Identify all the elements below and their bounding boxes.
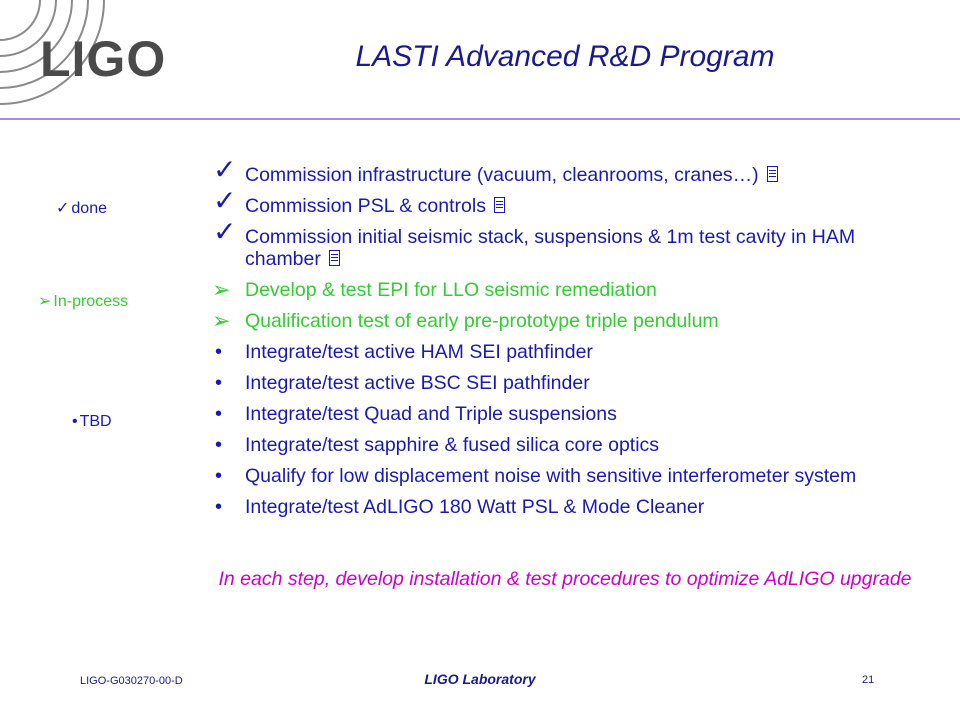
page-number: 21 (862, 674, 875, 686)
ligo-logo: LIGO (40, 31, 167, 87)
checkmark-icon: ✓ (213, 154, 237, 185)
legend-done (56, 198, 107, 218)
list-item (205, 434, 905, 456)
list-item (205, 310, 905, 332)
bullet-icon: • (215, 372, 223, 394)
item-text: Qualify for low displacement noise with sensitive interferometer system (245, 465, 857, 487)
document-id: LIGO-G030270-00-D (80, 675, 183, 687)
item-text: Commission PSL & controls (245, 195, 486, 217)
item-text: Commission infrastructure (vacuum, cleanrooms, cranes…) (245, 164, 759, 186)
item-text: Commission initial seismic stack, suspensions & 1m test cavity in HAM chamber (245, 226, 856, 270)
item-text: Integrate/test active BSC SEI pathfinder (245, 372, 590, 394)
legend-done-label: done (71, 200, 107, 217)
arrow-bullet-icon: ➢ (38, 293, 52, 310)
legend-tbd-label: TBD (79, 413, 112, 430)
bullet-icon: • (72, 413, 78, 430)
list-item (205, 341, 905, 363)
header-divider (0, 118, 960, 120)
item-text: Integrate/test active HAM SEI pathfinder (245, 341, 593, 363)
list-item (205, 465, 905, 487)
task-list (205, 154, 905, 527)
box-glyph-icon (329, 250, 340, 266)
box-glyph-icon (767, 166, 778, 182)
bullet-icon: • (215, 434, 223, 456)
list-item (205, 372, 905, 394)
legend-in-process (38, 291, 128, 311)
bullet-icon: • (215, 403, 223, 425)
arrow-bullet-icon: ➢ (212, 308, 231, 333)
item-text: Integrate/test sapphire & fused silica core optics (245, 434, 660, 456)
bullet-icon: • (215, 465, 223, 487)
footer-lab-name: LIGO Laboratory (424, 671, 536, 687)
legend-in-process-label: In-process (53, 293, 129, 310)
list-item (205, 279, 905, 301)
slide-title: LASTI Advanced R&D Program (355, 40, 775, 73)
checkmark-icon: ✓ (56, 200, 70, 217)
list-item (205, 496, 905, 518)
box-glyph-icon (494, 197, 505, 213)
list-item (205, 154, 905, 186)
bullet-icon: • (215, 341, 223, 363)
list-item (205, 216, 905, 270)
item-text: Integrate/test AdLIGO 180 Watt PSL & Mode Cleaner (245, 496, 705, 518)
bullet-icon: • (215, 496, 223, 518)
summary-note: In each step, develop installation & test procedures to optimize AdLIGO upgrade (218, 568, 912, 590)
arrow-bullet-icon: ➢ (212, 277, 231, 302)
list-item (205, 403, 905, 425)
checkmark-icon: ✓ (213, 185, 237, 216)
checkmark-icon: ✓ (213, 216, 237, 247)
item-text: Qualification test of early pre-prototype triple pendulum (245, 310, 719, 332)
list-item (205, 185, 905, 217)
legend-tbd (72, 413, 112, 431)
item-text: Develop & test EPI for LLO seismic remediation (245, 279, 657, 301)
item-text: Integrate/test Quad and Triple suspensions (245, 403, 617, 425)
